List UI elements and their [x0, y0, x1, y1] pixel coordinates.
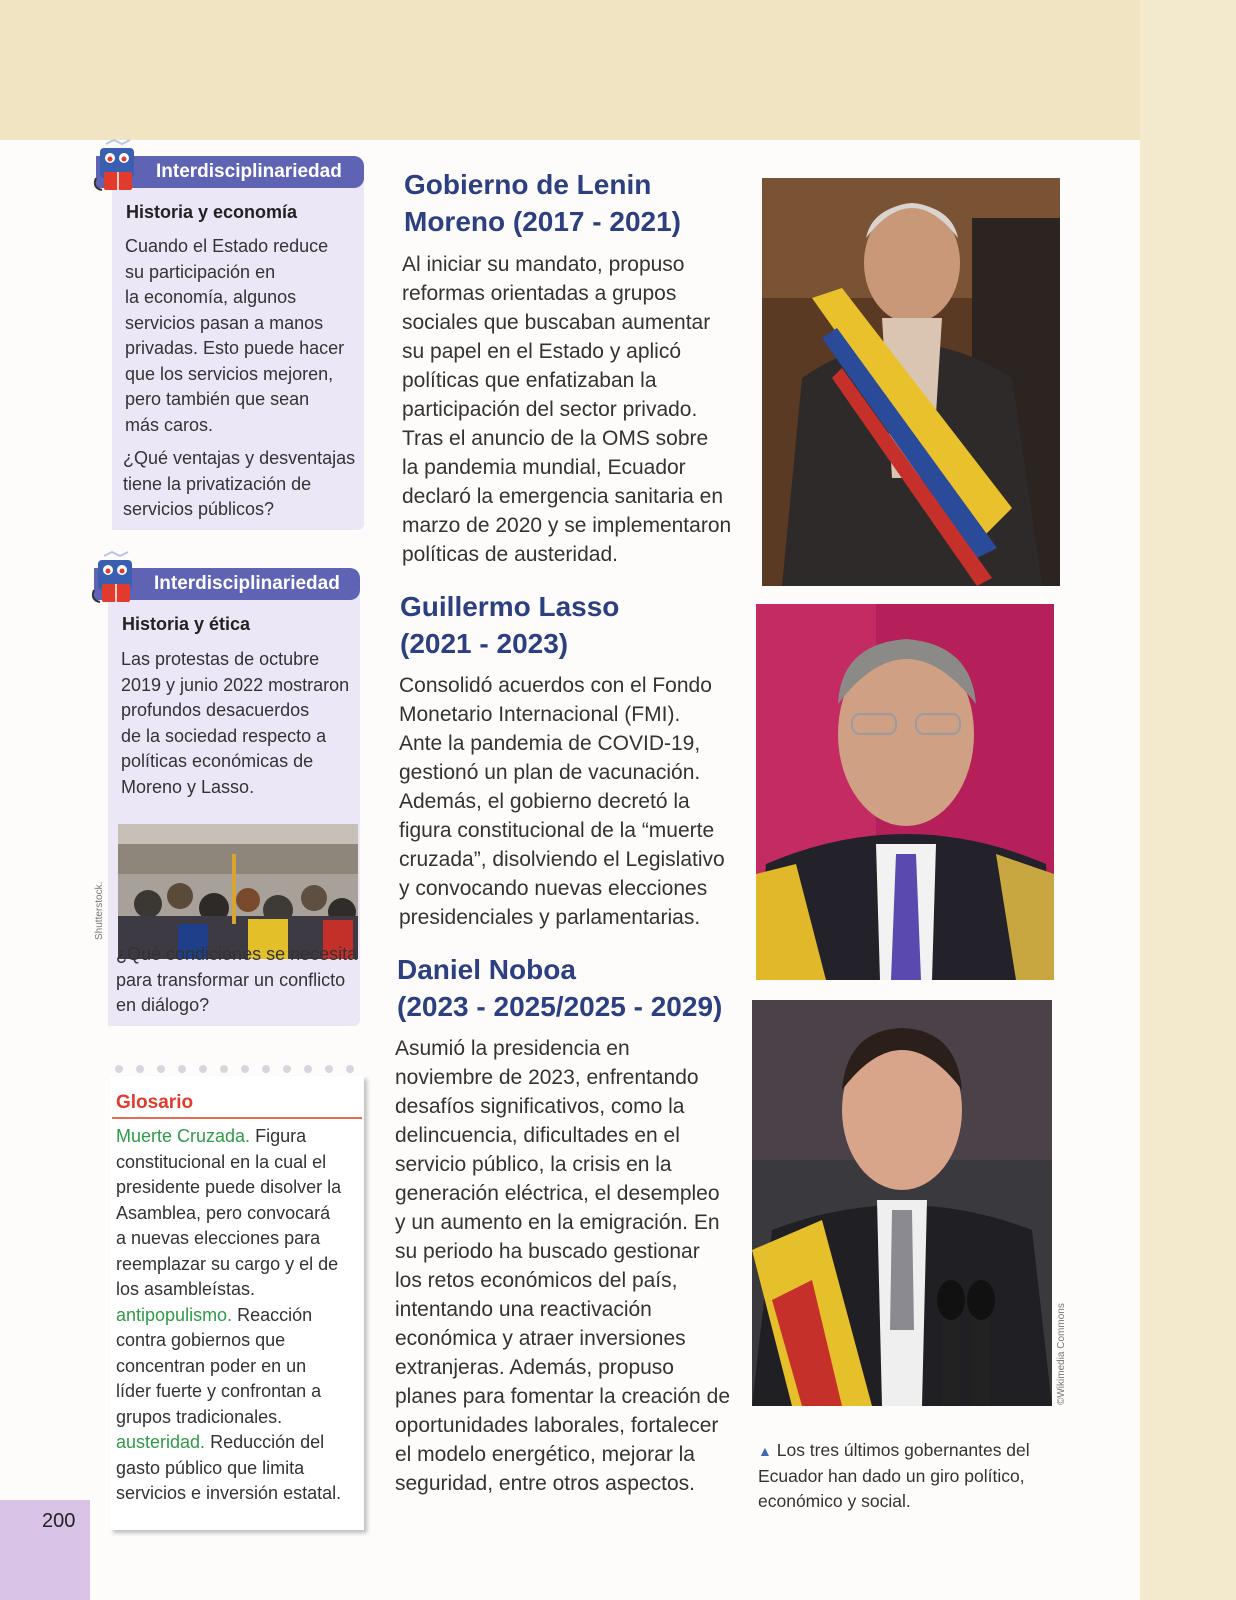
interdisciplinary-header: Interdisciplinariedad: [96, 156, 364, 188]
top-band: [0, 0, 1236, 140]
portrait-photo-moreno: [762, 178, 1060, 586]
glossary-term: antipopulismo.: [116, 1304, 233, 1325]
glossary-title: Glosario: [116, 1092, 194, 1113]
interdisciplinary-header: Interdisciplinariedad: [94, 568, 360, 600]
photo-caption: ▲ Los tres últimos gobernantes del Ecuador han dado un giro político, económico y social.: [758, 1440, 1030, 1511]
section-title-lasso: Guillermo Lasso (2021 - 2023): [400, 591, 620, 659]
right-margin-strip: [1140, 0, 1236, 1600]
box-question: ¿Qué ventajas y desventajas tiene la privatización de servicios públicos?: [123, 448, 356, 519]
box-body-text: Las protestas de octubre 2019 y junio 2022 mostraron profundos desacuerdos de la sociedad respecto a políticas económicas de Moreno y Lasso.: [121, 649, 350, 797]
section-body-noboa: Asumió la presidencia en noviembre de 2023, enfrentando desafíos significativos, como la delincuencia, dificultades en el servicio público, la crisis en la generación eléctrica, el desempleo y un aumento en la emigración. En su periodo ha buscado gestionar los retos económicos del país, intentando una reactivación económica y atraer inversiones extranjeras. Además, propuso planes para fomentar la creación de oportunidades laborales, fortalecer el modelo energético, mejorar la seguridad, entre otros aspectos.: [395, 1037, 731, 1495]
protest-crowd-photo: [118, 824, 358, 959]
box-subtitle: Historia y ética: [122, 614, 251, 634]
box-body-text: Cuando el Estado reduce su participación en la economía, algunos servicios pasan a manos privadas. Esto puede hacer que los servicios mejoren, pero también que sean más caros.: [125, 236, 345, 435]
spiral-binding-icon: [113, 1062, 361, 1076]
section-title-noboa: Daniel Noboa (2023 - 2025/2025 - 2029): [397, 954, 723, 1022]
glossary-divider: [112, 1117, 362, 1119]
section-body-lasso: Consolidó acuerdos con el Fondo Monetario Internacional (FMI). Ante la pandemia de COVID-19, gestionó un plan de vacunación. Además, el gobierno decretó la figura constitucional de la “muerte cruzada”, disolviendo el Legislativo y convocando nuevas elecciones presidenciales y parlamentarias.: [399, 674, 725, 929]
glossary-term: Muerte Cruzada.: [116, 1126, 251, 1146]
book-mascot-icon: [90, 550, 154, 612]
glossary-entries: Muerte Cruzada. Figura constitucional en la cual el presidente puede disolver la Asamblea, pero convocará a nuevas elecciones para reemplazar su cargo y el de los asambleístas. antipopulismo. Reacción contra gobiernos que concentran poder en un líder fuerte y confrontan a grupos tradicionales. austeridad. Reducción del gasto público que limita servicios e inversión estatal.: [116, 1126, 342, 1503]
section-title-moreno: Gobierno de Lenin Moreno (2017 - 2021): [404, 169, 681, 237]
glossary-term: austeridad.: [116, 1432, 206, 1452]
caption-triangle-icon: ▲: [758, 1443, 772, 1459]
photo-credit: Shutterstock.: [94, 881, 105, 940]
book-mascot-icon: [92, 138, 156, 200]
box-subtitle: Historia y economía: [126, 202, 298, 222]
photo-credit: ©Wikimedia Commons: [1056, 1303, 1067, 1405]
portrait-photo-noboa: [752, 1000, 1052, 1406]
page-number: 200: [42, 1510, 76, 1532]
portrait-photo-lasso: [756, 604, 1054, 980]
section-body-moreno: Al iniciar su mandato, propuso reformas orientadas a grupos sociales que buscaban aumentar su papel en el Estado y aplicó políticas que enfatizaban la participación del sector privado. Tras el anuncio de la OMS sobre la pandemia mundial, Ecuador declaró la emergencia sanitaria en marzo de 2020 y se implementaron políticas de austeridad.: [402, 253, 732, 566]
box-question: ¿Qué condiciones se necesita para transformar un conflicto en diálogo?: [116, 944, 358, 1015]
